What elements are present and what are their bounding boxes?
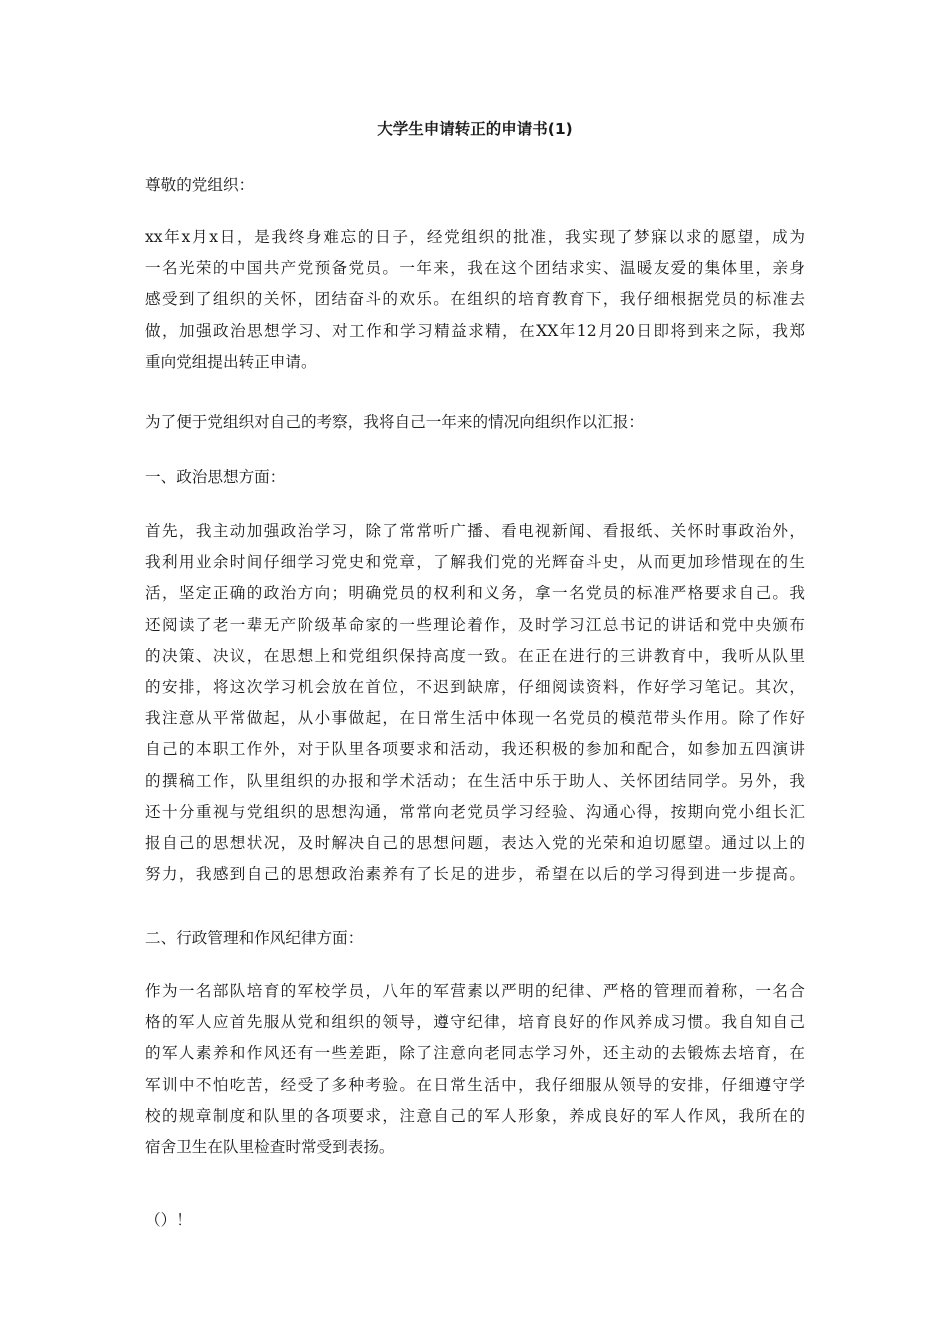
section-2-body <box>145 976 805 1163</box>
section-1-line: 努力，我感到自己的思想政治素养有了长足的进步，希望在以后的学习得到进一步提高。 <box>145 865 805 884</box>
section-1-heading: 一、政治思想方面： <box>145 468 286 486</box>
document-title: 大学生申请转正的申请书(1) <box>377 120 573 138</box>
section-1-line: 我利用业余时间仔细学习党史和党章，了解我们党的光辉奋斗史，从而更加珍惜现在的生 <box>145 553 805 572</box>
footer-mark: （）！ <box>145 1211 192 1229</box>
paragraph-1-line: 做，加强政治思想学习、对工作和学习精益求精，在XX年12月20日即将到来之际，我郑 <box>145 321 805 340</box>
paragraph-1-line: 一名光荣的中国共产党预备党员。一年来，我在这个团结求实、温暖友爱的集体里，亲身 <box>145 259 805 278</box>
section-1-line: 我注意从平常做起，从小事做起，在日常生活中体现一名党员的模范带头作用。除了作好 <box>145 709 805 728</box>
section-1-line: 的安排，将这次学习机会放在首位，不迟到缺席，仔细阅读资料，作好学习笔记。其次， <box>145 678 805 697</box>
section-1-line: 自己的本职工作外，对于队里各项要求和活动，我还积极的参加和配合，如参加五四演讲 <box>145 740 805 759</box>
salutation: 尊敬的党组织： <box>145 176 255 194</box>
section-1-line: 的决策、决议，在思想上和党组织保持高度一致。在正在进行的三讲教育中，我听从队里 <box>145 646 805 665</box>
section-1-line: 的撰稿工作，队里组织的办报和学术活动；在生活中乐于助人、关怀团结同学。另外，我 <box>145 771 805 790</box>
paragraph-1-line: 重向党组提出转正申请。 <box>145 352 317 371</box>
section-1-body <box>145 516 805 890</box>
section-2-line: 军训中不怕吃苦，经受了多种考验。在日常生活中，我仔细服从领导的安排，仔细遵守学 <box>145 1075 805 1094</box>
section-2-line: 宿舍卫生在队里检查时常受到表扬。 <box>145 1138 395 1157</box>
section-2-line: 格的军人应首先服从党和组织的领导，遵守纪律，培育良好的作风养成习惯。我自知自己 <box>145 1013 805 1032</box>
section-2-line: 的军人素养和作风还有一些差距，除了注意向老同志学习外，还主动的去锻炼去培育，在 <box>145 1044 805 1063</box>
section-2-line: 作为一名部队培育的军校学员，八年的军营素以严明的纪律、严格的管理而着称，一名合 <box>145 982 805 1000</box>
section-2-line: 校的规章制度和队里的各项要求，注意自己的军人形象，养成良好的军人作风，我所在的 <box>145 1106 805 1125</box>
paragraph-1-line: 感受到了组织的关怀，团结奋斗的欢乐。在组织的培育教育下，我仔细根据党员的标准去 <box>145 290 805 309</box>
section-1-line: 活，坚定正确的政治方向；明确党员的权利和义务，拿一名党员的标准严格要求自己。我 <box>145 584 805 603</box>
intro-paragraph: 为了便于党组织对自己的考察，我将自己一年来的情况向组织作以汇报： <box>145 413 645 431</box>
section-1-line: 还阅读了老一辈无产阶级革命家的一些理论着作，及时学习江总书记的讲话和党中央颁布 <box>145 615 805 634</box>
section-2-heading: 二、行政管理和作风纪律方面： <box>145 929 364 947</box>
section-1-line: 首先，我主动加强政治学习，除了常常听广播、看电视新闻、看报纸、关怀时事政治外， <box>145 522 805 540</box>
paragraph-1 <box>145 222 805 378</box>
paragraph-1-line: xx年x月x日，是我终身难忘的日子，经党组织的批准，我实现了梦寐以求的愿望，成为 <box>145 228 805 246</box>
section-1-line: 报自己的思想状况，及时解决自己的思想问题，表达入党的光荣和迫切愿望。通过以上的 <box>145 834 805 853</box>
section-1-line: 还十分重视与党组织的思想沟通，常常向老党员学习经验、沟通心得，按期向党小组长汇 <box>145 802 805 821</box>
